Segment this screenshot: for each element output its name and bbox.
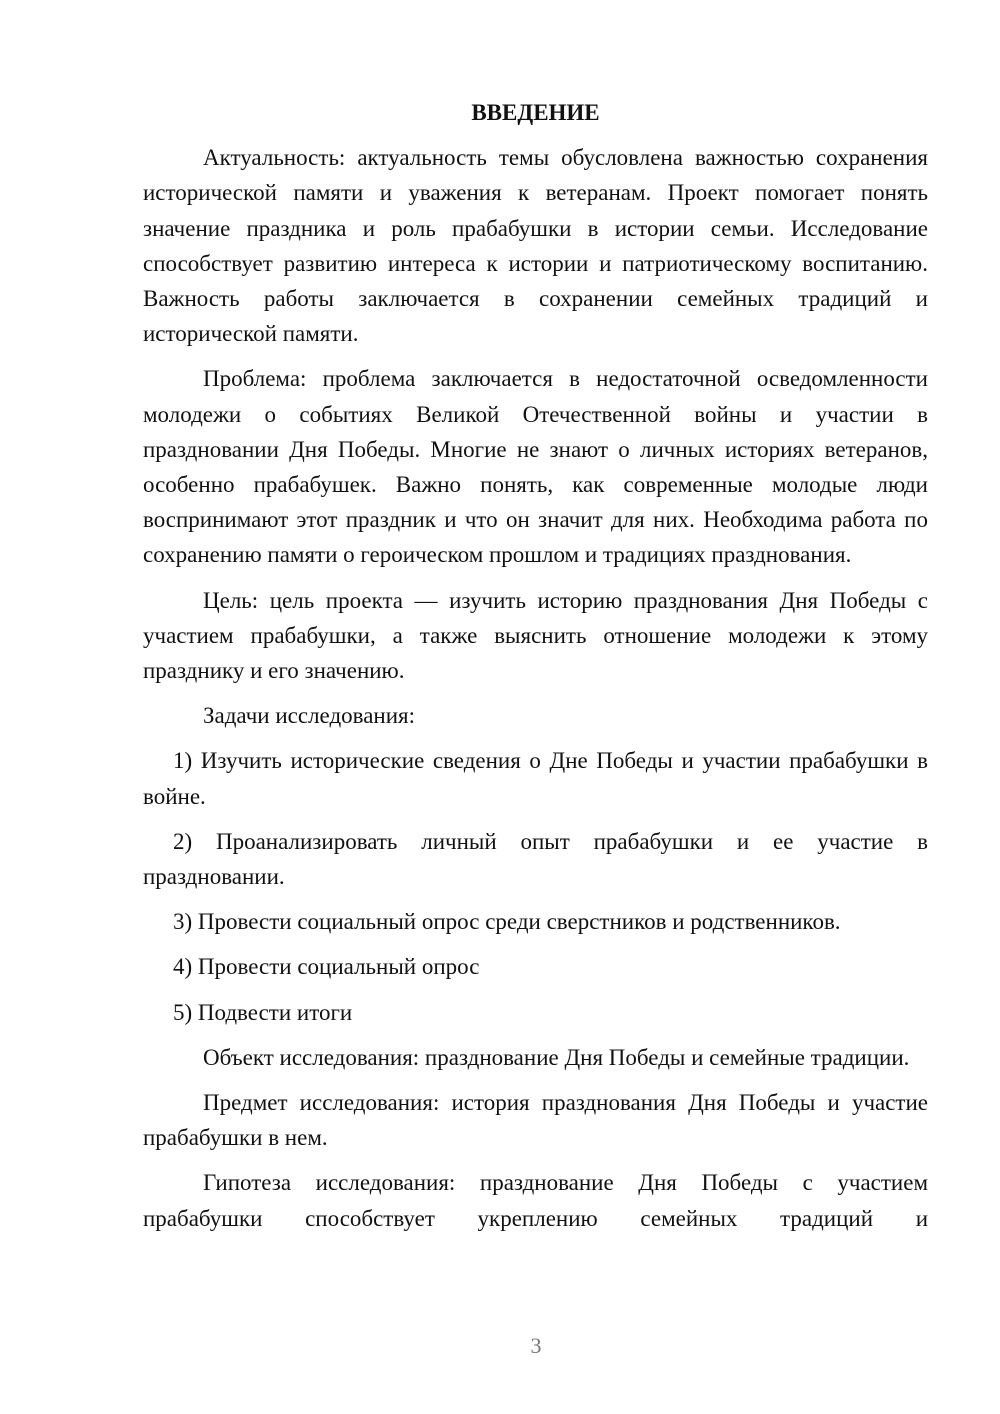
relevance-paragraph: Актуальность: актуальность темы обусловлена важностью сохранения исторической памяти и уважения к ветеранам. Проект помогает понять значение праздника и роль прабабушки в истории семьи. Исследование способствует развитию интереса к истории и патриотическому воспитанию. Важность работы заключается в сохранении семейных традиций и исторической памяти.	[143, 145, 928, 347]
task-item: 3) Провести социальный опрос среди сверстников и родственников.	[173, 909, 841, 935]
task-item: 4) Провести социальный опрос	[173, 954, 480, 980]
task-item: 2) Проанализировать личный опыт прабабушки и ее участие в праздновании.	[143, 828, 928, 890]
hypothesis-paragraph: Гипотеза исследования: празднование Дня Победы с участием прабабушки способствует укреплению семейных традиций и	[143, 1170, 928, 1231]
page-number: 3	[530, 1333, 542, 1358]
task-item: 5) Подвести итоги	[173, 999, 353, 1025]
goal-paragraph: Цель: цель проекта — изучить историю празднования Дня Победы с участием прабабушки, а также выяснить отношение молодежи к этому празднику и его значению.	[143, 587, 928, 684]
problem-paragraph: Проблема: проблема заключается в недостаточной осведомленности молодежи о событиях Великой Отечественной войны и участии в праздновании Дня Победы. Многие не знают о личных историях ветеранов, особенно прабабушек. Важно понять, как современные молодые люди воспринимают этот праздник и что он значит для них. Необходима работа по сохранению памяти о героическом прошлом и традициях празднования.	[143, 366, 928, 568]
task-item: 1) Изучить исторические сведения о Дне Победы и участии прабабушки в войне.	[143, 748, 928, 809]
subject-paragraph: Предмет исследования: история празднования Дня Победы и участие прабабушки в нем.	[143, 1090, 928, 1151]
tasks-heading: Задачи исследования:	[203, 703, 416, 729]
object-paragraph: Объект исследования: празднование Дня Победы и семейные традиции.	[203, 1044, 910, 1070]
document-page	[143, 95, 928, 1246]
page-title: ВВЕДЕНИЕ	[471, 100, 600, 125]
